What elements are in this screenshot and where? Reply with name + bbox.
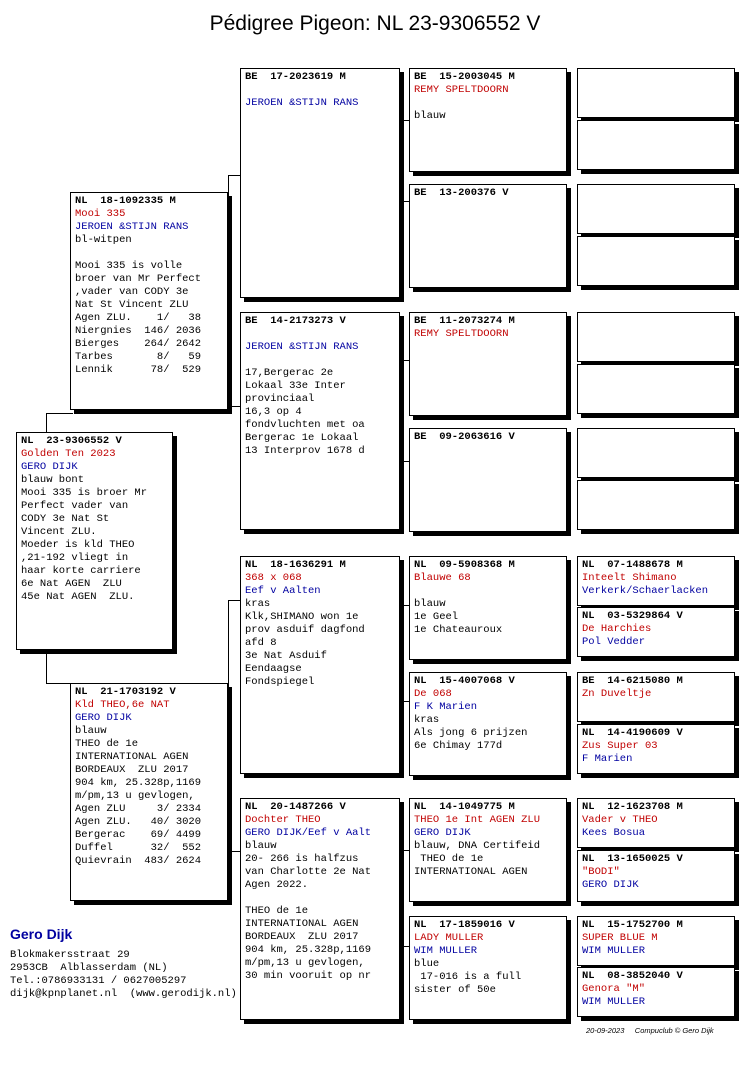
ring-number: NL 08-3852040 V: [582, 970, 683, 982]
pigeon-card-empty: [577, 120, 735, 170]
pigeon-card-g4: [577, 724, 735, 774]
pigeon-info-line: [75, 247, 223, 260]
pigeon-card-g3: [577, 672, 735, 722]
pigeon-info-line: ,vader van CODY 3e: [75, 286, 189, 298]
pigeon-info-line: 904 km, 25.328p,1169: [245, 944, 372, 956]
pigeon-card-empty: [577, 480, 735, 530]
ring-number: NL 21-1703192 V: [75, 686, 176, 698]
pigeon-info-line: THEO de 1e: [75, 738, 139, 750]
pigeon-info-line: Quievrain 483/ 2624: [75, 855, 202, 867]
pigeon-info-line: Fondspiegel: [245, 676, 315, 688]
pigeon-name: REMY SPELTDOORN: [414, 328, 509, 340]
pigeon-info-line: sister of 50e: [414, 984, 496, 996]
owner-name: Gero Dijk: [10, 926, 73, 942]
owner-phone: Tel.:0786933131 / 0627005297: [10, 975, 187, 987]
pigeon-info-line: kras: [414, 714, 440, 726]
ring-number: BE 13-200376 V: [414, 187, 509, 199]
pigeon-info-line: INTERNATIONAL AGEN: [75, 751, 189, 763]
pigeon-card-father: [70, 192, 228, 410]
ring-number: NL 18-1092335 M: [75, 195, 176, 207]
pigeon-info-line: fondvluchten met oa: [245, 419, 365, 431]
ring-number: NL 20-1487266 V: [245, 801, 346, 813]
pigeon-info-line: 45e Nat AGEN ZLU.: [21, 591, 135, 603]
pigeon-info-line: blauw: [245, 840, 277, 852]
pigeon-info-line: Mooi 335 is broer Mr: [21, 487, 148, 499]
pigeon-info-line: Niergnies 146/ 2036: [75, 325, 202, 337]
pigeon-card-fmm: [409, 428, 567, 532]
page-title: Pédigree Pigeon: NL 23-9306552 V: [209, 12, 541, 35]
pigeon-info-line: THEO de 1e: [414, 853, 484, 865]
breeder-name: WIM MULLER: [582, 996, 646, 1008]
pigeon-card-mmf: [409, 798, 567, 902]
pigeon-info-line: broer van Mr Perfect: [75, 273, 202, 285]
pigeon-info-line: blauw, DNA Certifeid: [414, 840, 541, 852]
ring-number: NL 13-1650025 V: [582, 853, 683, 865]
breeder-name: GERO DIJK: [21, 461, 78, 473]
pigeon-card-empty: [577, 312, 735, 362]
ring-number: NL 18-1636291 M: [245, 559, 346, 571]
pigeon-info-line: prov asduif dagfond: [245, 624, 365, 636]
pigeon-info-line: Agen ZLU. 1/ 38: [75, 312, 202, 324]
pigeon-info-line: Duffel 32/ 552: [75, 842, 202, 854]
pigeon-info-line: CODY 3e Nat St: [21, 513, 110, 525]
breeder-name: GERO DIJK/Eef v Aalt: [245, 827, 372, 839]
pigeon-info-line: blauw: [75, 725, 107, 737]
pigeon-info-line: blauw: [414, 598, 446, 610]
ring-number: NL 15-4007068 V: [414, 675, 515, 687]
owner-email: dijk@kpnplanet.nl (www.gerodijk.nl): [10, 988, 237, 1000]
ring-number: BE 09-2063616 V: [414, 431, 515, 443]
pigeon-info-line: THEO de 1e: [245, 905, 309, 917]
ring-number: NL 17-1859016 V: [414, 919, 515, 931]
pigeon-info-line: 904 km, 25.328p,1169: [75, 777, 202, 789]
ring-number: NL 07-1488678 M: [582, 559, 683, 571]
pigeon-info-line: Nat St Vincent ZLU: [75, 299, 189, 311]
pigeon-info-line: haar korte carriere: [21, 565, 141, 577]
pigeon-name: THEO 1e Int AGEN ZLU: [414, 814, 541, 826]
pigeon-name: Dochter THEO: [245, 814, 321, 826]
pigeon-info-line: 1e Geel: [414, 611, 459, 623]
pigeon-name: Golden Ten 2023: [21, 448, 116, 460]
breeder-name: GERO DIJK: [582, 879, 639, 891]
breeder-name: F K Marien: [414, 701, 478, 713]
pigeon-name: 368 x 068: [245, 572, 302, 584]
pigeon-info-line: blauw bont: [21, 474, 85, 486]
ring-number: NL 14-4190609 V: [582, 727, 683, 739]
ring-number: BE 11-2073274 M: [414, 315, 515, 327]
pigeon-card-g6: [577, 850, 735, 902]
pigeon-info-line: Bierges 264/ 2642: [75, 338, 202, 350]
breeder-name: Kees Bosua: [582, 827, 646, 839]
pigeon-info-line: [414, 585, 562, 598]
pigeon-info-line: Tarbes 8/ 59: [75, 351, 202, 363]
pigeon-info-line: van Charlotte 2e Nat: [245, 866, 372, 878]
breeder-name: JEROEN &STIJN RANS: [75, 221, 189, 233]
pigeon-card-empty: [577, 68, 735, 118]
pigeon-card-ffm: [409, 184, 567, 288]
pigeon-info-line: [245, 892, 395, 905]
pigeon-card-fff: [409, 68, 567, 172]
pigeon-info-line: Bergerac 1e Lokaal: [245, 432, 359, 444]
pigeon-card-g7: [577, 916, 735, 966]
pigeon-info-line: Klk,SHIMANO won 1e: [245, 611, 359, 623]
ring-number: BE 14-6215080 M: [582, 675, 683, 687]
pigeon-info-line: INTERNATIONAL AGEN: [245, 918, 359, 930]
pigeon-info-line: blue: [414, 958, 440, 970]
pigeon-name: Zn Duveltje: [582, 688, 652, 700]
pigeon-info-line: Moeder is kld THEO: [21, 539, 135, 551]
pigeon-card-empty: [577, 364, 735, 414]
ring-number: NL 12-1623708 M: [582, 801, 683, 813]
pigeon-card-empty: [577, 236, 735, 286]
pigeon-name: "BODI": [582, 866, 620, 878]
pigeon-name: REMY SPELTDOORN: [414, 84, 509, 96]
ring-number: NL 09-5908368 M: [414, 559, 515, 571]
pigeon-info-line: [414, 97, 562, 110]
breeder-name: WIM MULLER: [414, 945, 478, 957]
breeder-name: WIM MULLER: [582, 945, 646, 957]
pigeon-info-line: Perfect vader van: [21, 500, 129, 512]
pigeon-info-line: afd 8: [245, 637, 277, 649]
pigeon-info-line: [245, 84, 395, 97]
pigeon-name: Zus Super 03: [582, 740, 658, 752]
pigeon-name: Vader v THEO: [582, 814, 658, 826]
breeder-name: Verkerk/Schaerlacken: [582, 585, 709, 597]
pigeon-info-line: m/pm,13 u gevlogen,: [75, 790, 195, 802]
pigeon-name: LADY MULLER: [414, 932, 484, 944]
pigeon-info-line: 13 Interprov 1678 d: [245, 445, 365, 457]
pigeon-name: Inteelt Shimano: [582, 572, 677, 584]
pigeon-info-line: Agen ZLU. 40/ 3020: [75, 816, 202, 828]
pigeon-card-fm: [240, 312, 400, 530]
pigeon-info-line: 3e Nat Asduif: [245, 650, 327, 662]
breeder-name: F Marien: [582, 753, 633, 765]
pigeon-card-mm: [240, 798, 400, 1020]
footer-credit: 20-09-2023 Compuclub © Gero Dijk: [586, 1026, 714, 1035]
pigeon-info-line: provinciaal: [245, 393, 315, 405]
pigeon-info-line: Als jong 6 prijzen: [414, 727, 528, 739]
pigeon-card-ff: [240, 68, 400, 298]
pigeon-card-g1: [577, 556, 735, 606]
ring-number: NL 15-1752700 M: [582, 919, 683, 931]
pigeon-card-main: [16, 432, 173, 650]
pigeon-info-line: 6e Chimay 177d: [414, 740, 503, 752]
pigeon-name: De Harchies: [582, 623, 652, 635]
pigeon-name: Genora "M": [582, 983, 646, 995]
pigeon-info-line: m/pm,13 u gevlogen,: [245, 957, 365, 969]
ring-number: NL 23-9306552 V: [21, 435, 122, 447]
pigeon-info-line: Mooi 335 is volle: [75, 260, 183, 272]
pigeon-info-line: ,21-192 vliegt in: [21, 552, 129, 564]
pigeon-card-g8: [577, 967, 735, 1017]
pigeon-card-g2: [577, 607, 735, 657]
ring-number: BE 15-2003045 M: [414, 71, 515, 83]
pigeon-card-fmf: [409, 312, 567, 416]
pigeon-name: SUPER BLUE M: [582, 932, 658, 944]
pigeon-name: Mooi 335: [75, 208, 126, 220]
pigeon-info-line: Eendaagse: [245, 663, 302, 675]
pigeon-card-mfm: [409, 672, 567, 776]
breeder-name: GERO DIJK: [414, 827, 471, 839]
pigeon-info-line: 17-016 is a full: [414, 971, 522, 983]
pigeon-card-empty: [577, 428, 735, 478]
pigeon-info-line: BORDEAUX ZLU 2017: [75, 764, 189, 776]
ring-number: BE 17-2023619 M: [245, 71, 346, 83]
pigeon-info-line: [245, 354, 395, 367]
connector: [46, 413, 73, 434]
pigeon-info-line: 1e Chateauroux: [414, 624, 503, 636]
pigeon-info-line: 17,Bergerac 2e: [245, 367, 334, 379]
pigeon-info-line: Lokaal 33e Inter: [245, 380, 346, 392]
pigeon-info-line: INTERNATIONAL AGEN: [414, 866, 528, 878]
pigeon-info-line: Bergerac 69/ 4499: [75, 829, 202, 841]
pigeon-info-line: blauw: [414, 110, 446, 122]
breeder-name: Pol Vedder: [582, 636, 646, 648]
pigeon-name: Kld THEO,6e NAT: [75, 699, 170, 711]
pigeon-info-line: Vincent ZLU.: [21, 526, 97, 538]
pigeon-info-line: Agen ZLU 3/ 2334: [75, 803, 202, 815]
pigeon-info-line: kras: [245, 598, 271, 610]
ring-number: NL 14-1049775 M: [414, 801, 515, 813]
breeder-name: GERO DIJK: [75, 712, 132, 724]
breeder-name: JEROEN &STIJN RANS: [245, 97, 359, 109]
owner-city: 2953CB Alblasserdam (NL): [10, 962, 168, 974]
connector: [46, 651, 73, 684]
pigeon-card-mmm: [409, 916, 567, 1020]
owner-address: Blokmakersstraat 29: [10, 949, 130, 961]
ring-number: NL 03-5329864 V: [582, 610, 683, 622]
pigeon-info-line: bl-witpen: [75, 234, 132, 246]
ring-number: BE 14-2173273 V: [245, 315, 346, 327]
pigeon-info-line: BORDEAUX ZLU 2017: [245, 931, 359, 943]
breeder-name: JEROEN &STIJN RANS: [245, 341, 359, 353]
breeder-name: Eef v Aalten: [245, 585, 321, 597]
pigeon-info-line: [245, 328, 395, 341]
pigeon-card-empty: [577, 184, 735, 234]
pigeon-name: Blauwe 68: [414, 572, 471, 584]
pigeon-info-line: 20- 266 is halfzus: [245, 853, 359, 865]
pigeon-name: De 068: [414, 688, 452, 700]
pigeon-card-mf: [240, 556, 400, 774]
pigeon-info-line: 6e Nat AGEN ZLU: [21, 578, 122, 590]
owner-info: [10, 928, 237, 1001]
pigeon-card-g5: [577, 798, 735, 848]
pigeon-info-line: Lennik 78/ 529: [75, 364, 202, 376]
pigeon-info-line: Agen 2022.: [245, 879, 309, 891]
pigeon-info-line: 30 min vooruit op nr: [245, 970, 372, 982]
pigeon-info-line: 16,3 op 4: [245, 406, 302, 418]
pigeon-card-mother: [70, 683, 228, 901]
pigeon-card-mff: [409, 556, 567, 660]
